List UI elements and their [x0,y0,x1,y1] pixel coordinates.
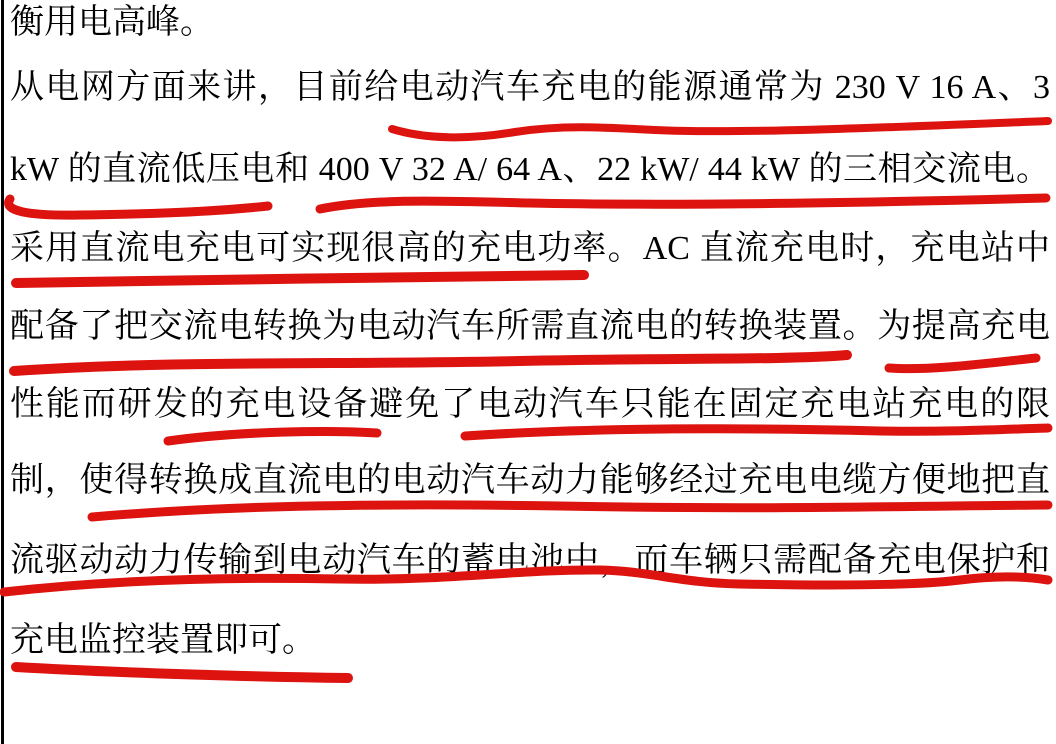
page-left-border [1,0,4,744]
underline-line2-energy-230v [392,121,1048,137]
underline-line7-charging-cable [92,505,1048,517]
text-line: 流驱动动力传输到电动汽车的蓄电池中，而车辆只需配备充电保护和 [10,542,1050,579]
text-line: 衡用电高峰。 [10,4,214,41]
text-line: 从电网方面来讲，目前给电动汽车充电的能源通常为 230 V 16 A、3 [10,69,1050,106]
underline-line6-fixed-station-limit [465,428,1048,436]
text-line: 性能而研发的充电设备避免了电动汽车只能在固定充电站充电的限 [10,386,1050,423]
underline-line3-kw-dc-low-voltage [9,199,268,215]
text-line: kW 的直流低压电和 400 V 32 A/ 64 A、22 kW/ 44 kW 的三相交流电。 [10,151,1050,188]
underline-line3-three-phase-ac [320,198,1046,209]
underline-line5-improve-charging [889,358,1036,369]
underline-line9-monitoring-device [16,667,348,678]
underline-line4-charging-power [16,275,584,283]
text-line: 采用直流电充电可实现很高的充电功率。AC 直流充电时，充电站中 [10,230,1050,267]
text-line: 制，使得转换成直流电的电动汽车动力能够经过充电电缆方便地把直 [10,462,1050,499]
text-line: 配备了把交流电转换为电动汽车所需直流电的转换装置。为提高充电 [10,308,1050,345]
underline-line6-charging-equipment [168,432,377,441]
underline-line5-converter-device [14,355,847,371]
text-line: 充电监控装置即可。 [10,622,316,659]
